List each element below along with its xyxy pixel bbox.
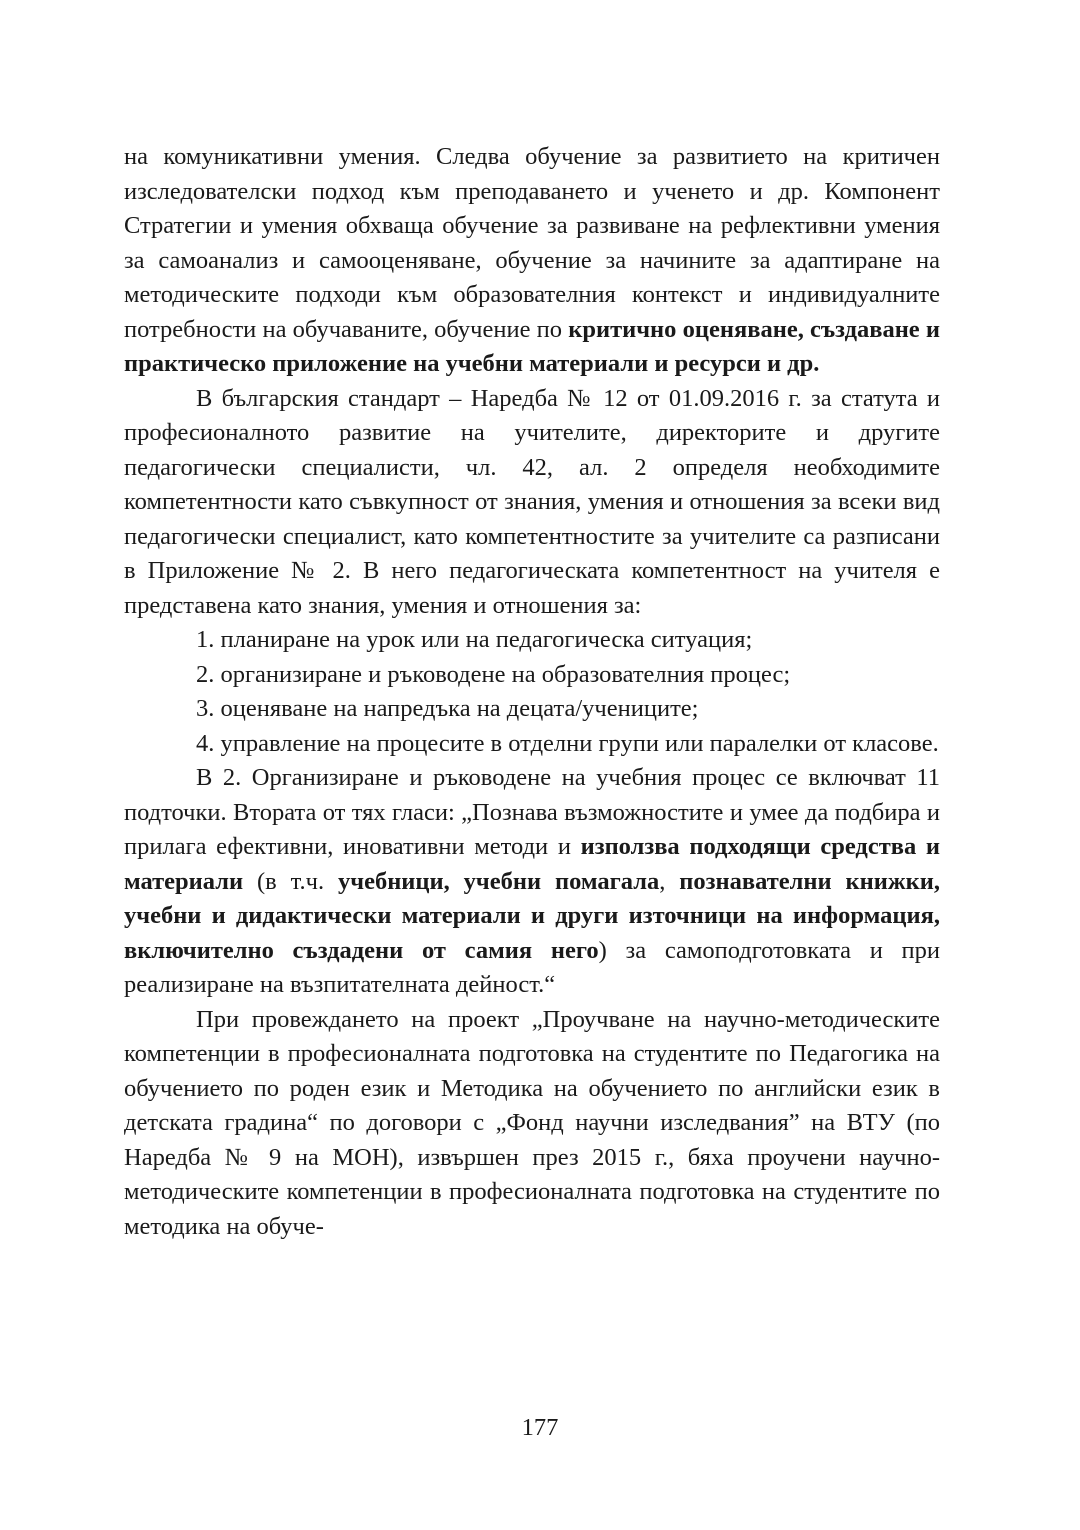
paragraph-3-bold-1: използва подходящи средства и материали [124, 833, 940, 895]
paragraph-3-text-3: , [659, 867, 680, 895]
paragraph-1-bold: критично оценяване, създаване и практическо приложение на учебни материали и ресурси и др. [124, 315, 940, 377]
list-item-4: 4. управление на процесите в отделни групи или паралелки от класове. [196, 729, 939, 757]
paragraph-3-bold-3: познавателни книжки, учебни и дидактически материали и други източници на информация, включително създадени от самия него [124, 867, 940, 964]
paragraph-3-text-1: В 2. Организиране и ръководене на учебния процес се включват 11 подточки. Втората от тях гласи: „Познава възможностите и умее да подбира и прилага ефективни, иновативни методи и [124, 764, 940, 860]
paragraph-3-text-4: ) за самоподготовката и при реализиране на възпитателната дейност.“ [124, 936, 940, 998]
paragraph-4: При провеждането на проект „Проучване на научно-методическите компетенции в професионалната подготовка на студентите по Педагогика на обучението по роден език и Методика на обучението по английски език в детската градина“ по договори с „Фонд научни изследвания” на ВТУ (по Наредба № 9 на МОН), извършен през 2015 г., бяха проучени научно-методическите компетенции в професионалната подготовка на студентите по методика на обуче- [124, 1005, 940, 1240]
paragraph-1 [124, 140, 940, 382]
paragraph-2: В българския стандарт – Наредба № 12 от 01.09.2016 г. за статута и професионалното развитие на учителите, директорите и другите педагогически специалисти, чл. 42, ал. 2 определя необходимите компетентности като съвкупност от знания, умения и отношения за всеки вид педагогически специалист, като компетентностите за учителите са разписани в Приложение № 2. В него педагогическата компетентност на учителя е представена като знания, умения и отношения за: [124, 384, 940, 619]
list-item-2: 2. организиране и ръководене на образователния процес; [196, 660, 791, 688]
body-text [124, 140, 940, 1244]
list-item-3: 3. оценяване на напредъка на децата/учениците; [196, 695, 699, 722]
paragraph-1-text: на комуникативни умения. Следва обучение за развитието на критичен изследователски подход към преподаването и ученето и др. Компонент Стратегии и умения обхваща обучение за развиване на рефлективни умения за самоанализ и самооценяване, обучение за начините за адаптиране на методическите подходи към образователния контекст и индивидуалните потребности на обучаваните, обучение по [124, 143, 940, 343]
list-item-1: 1. планиране на урок или на педагогическа ситуация; [196, 626, 753, 653]
paragraph-3-text-2: (в т.ч. [243, 867, 338, 895]
paragraph-3-bold-2: учебници, учебни помагала [338, 867, 660, 895]
page-number: 177 [521, 1414, 559, 1441]
paragraph-3 [124, 761, 940, 1003]
